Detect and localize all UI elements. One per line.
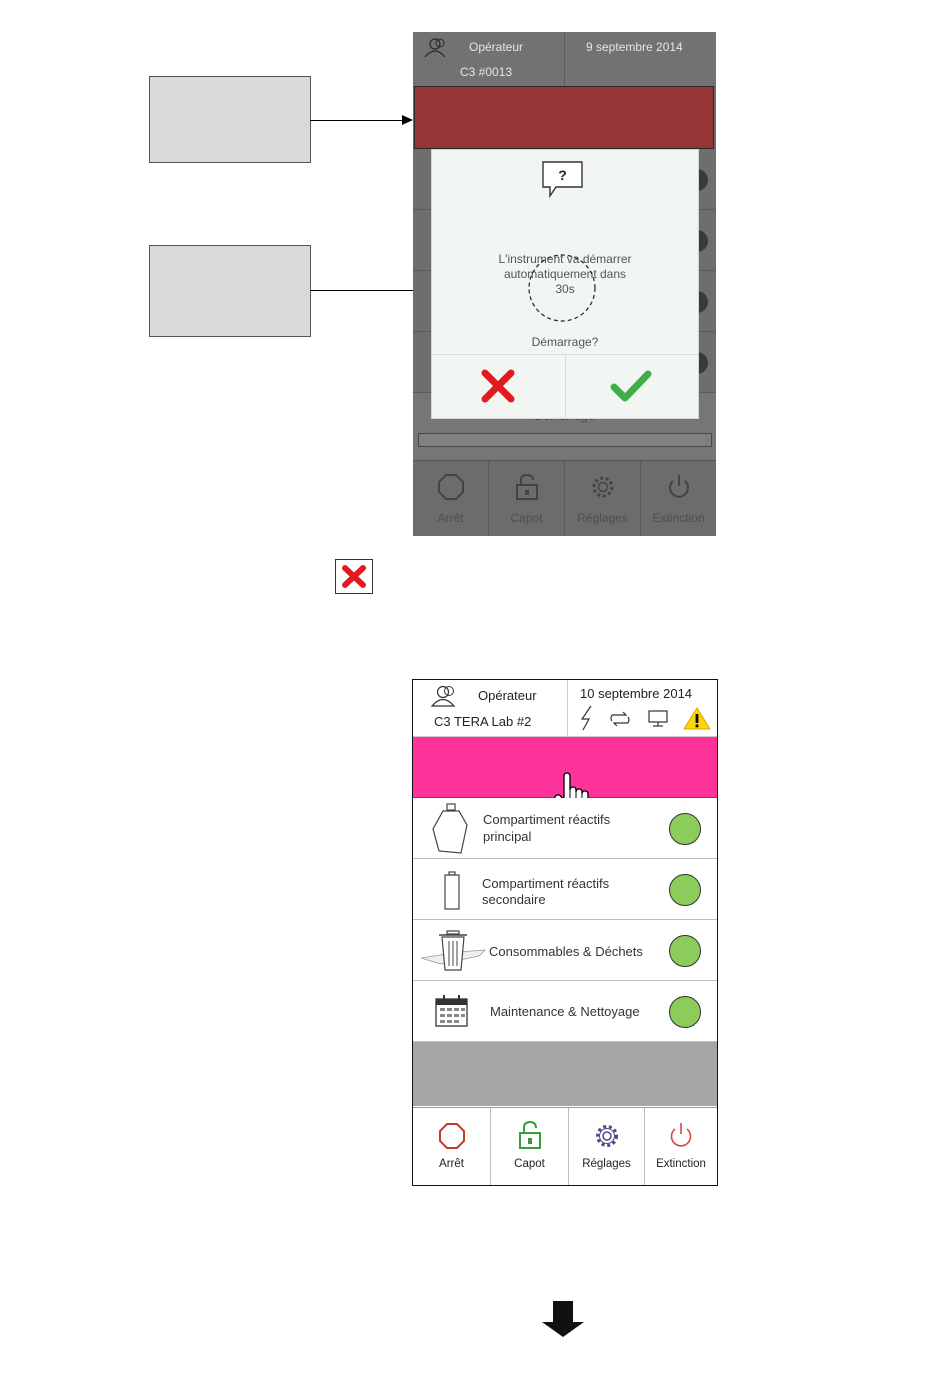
status-indicator — [669, 996, 701, 1028]
startup-dialog — [431, 149, 699, 419]
callout-box-banner — [149, 76, 311, 163]
sync-icon — [609, 710, 631, 728]
date-label: 9 septembre 2014 — [586, 40, 683, 54]
lightning-icon — [578, 705, 598, 731]
nav-stop-button[interactable] — [413, 461, 489, 536]
gear-icon — [589, 473, 617, 501]
stop-icon — [437, 473, 465, 501]
callout-arrow-banner — [310, 120, 405, 121]
countdown-dashed-circle — [526, 254, 598, 322]
header — [413, 680, 717, 737]
row-label-line1: Maintenance & Nettoyage — [490, 1004, 640, 1019]
nav-power-button[interactable] — [645, 1108, 717, 1186]
date-label: 10 septembre 2014 — [580, 686, 693, 701]
cancel-reference-icon — [335, 559, 373, 594]
nav-lid-button[interactable] — [491, 1108, 569, 1186]
cross-icon — [481, 369, 515, 403]
cross-icon — [336, 560, 372, 593]
dialog-prompt: Démarrage? — [531, 335, 599, 349]
confirm-button[interactable] — [566, 355, 699, 419]
nav-settings-button[interactable] — [565, 461, 641, 536]
unlock-icon — [513, 473, 541, 501]
question-mark: ? — [558, 167, 567, 183]
power-icon — [665, 473, 693, 501]
user-icon — [423, 37, 449, 59]
header — [413, 32, 716, 87]
nav-label: Réglages — [577, 511, 628, 525]
trash-bin-icon — [419, 930, 487, 974]
operator-label: Opérateur — [469, 40, 524, 54]
nav-label: Arrêt — [437, 511, 464, 525]
instrument-name: C3 #0013 — [460, 65, 513, 79]
check-icon — [610, 369, 652, 403]
nav-power-button[interactable] — [641, 461, 716, 536]
bottom-nav — [413, 460, 716, 536]
arrow-down-icon — [541, 1300, 585, 1338]
warning-icon — [683, 706, 711, 730]
operator-label: Opérateur — [478, 688, 537, 703]
question-bubble-icon — [542, 161, 584, 199]
nav-label: Extinction — [656, 1158, 706, 1170]
status-banner — [414, 86, 714, 149]
list-item-secondary-reagents[interactable] — [413, 859, 717, 920]
gear-icon — [593, 1122, 621, 1150]
nav-stop-button[interactable] — [413, 1108, 491, 1186]
list-item-main-reagents[interactable] — [413, 798, 717, 859]
status-area — [413, 1042, 717, 1106]
status-indicator — [669, 874, 701, 906]
row-label-line1: Compartiment réactifs — [483, 812, 611, 827]
monitor-icon — [647, 710, 669, 728]
nav-label: Arrêt — [439, 1158, 464, 1170]
nav-settings-button[interactable] — [569, 1108, 645, 1186]
cancel-button[interactable] — [432, 355, 566, 419]
nav-lid-button[interactable] — [489, 461, 565, 536]
dialog-buttons — [432, 354, 698, 419]
user-icon — [431, 684, 459, 708]
dialog-countdown: 30s — [555, 282, 575, 296]
nav-label: Réglages — [582, 1158, 631, 1170]
status-indicator — [669, 935, 701, 967]
battery-bottle-icon — [443, 871, 461, 911]
nav-label: Capot — [510, 511, 543, 525]
list-item-consumables-waste[interactable] — [413, 920, 717, 981]
screen-home — [412, 679, 718, 1186]
progress-bar — [418, 433, 712, 447]
row-label-line2: secondaire — [482, 892, 546, 907]
calendar-icon — [435, 994, 469, 1028]
status-indicator — [669, 813, 701, 845]
reagent-bottle-icon — [431, 803, 471, 855]
row-label-line2: principal — [483, 829, 532, 844]
dialog-message-line2: automatiquement dans — [503, 267, 627, 281]
row-label-line1: Compartiment réactifs — [482, 876, 610, 891]
dialog-message-line1: L'instrument va démarrer — [498, 252, 632, 266]
status-banner[interactable] — [413, 737, 717, 798]
nav-label: Extinction — [652, 511, 705, 525]
nav-label: Capot — [514, 1158, 545, 1170]
callout-box-countdown — [149, 245, 311, 337]
instrument-name: C3 TERA Lab #2 — [434, 714, 532, 729]
unlock-icon — [516, 1120, 544, 1150]
power-icon — [667, 1121, 695, 1149]
row-label-line1: Consommables & Déchets — [489, 944, 643, 959]
bottom-nav — [413, 1107, 717, 1186]
list-item-maintenance-cleaning[interactable] — [413, 981, 717, 1042]
stop-icon — [438, 1122, 466, 1150]
